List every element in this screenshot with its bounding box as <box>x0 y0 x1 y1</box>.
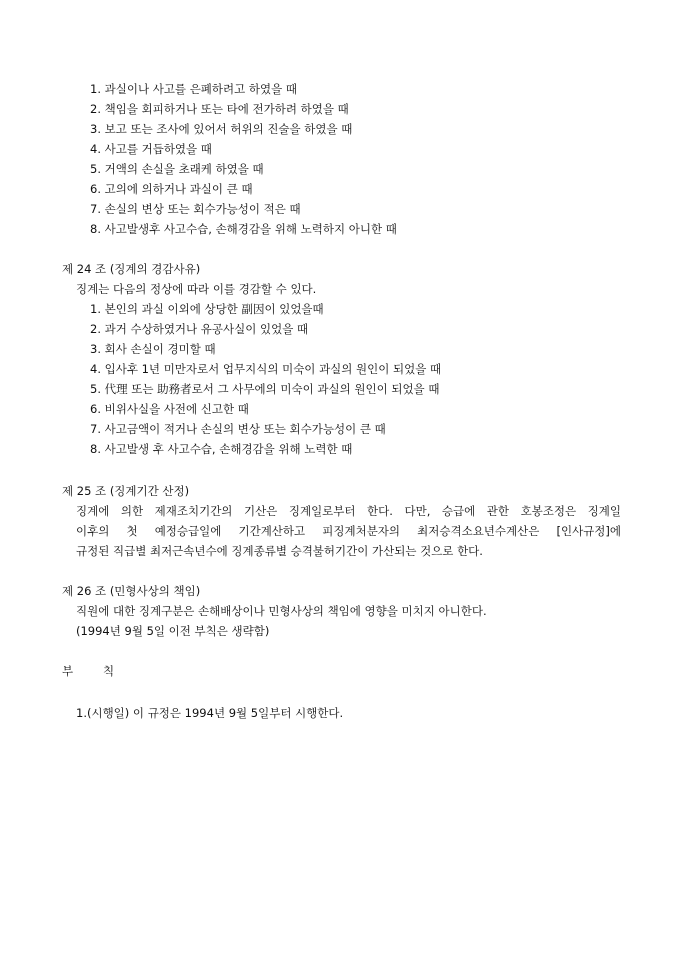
article-25-text-line: 징계에 의한 제재조치기간의 기산은 징계일로부터 한다. 다만, 승급에 관한 호봉조정은 징계일 <box>76 504 621 518</box>
list-item: 7. 사고금액이 적거나 손실의 변상 또는 회수가능성이 큰 때 <box>90 422 386 436</box>
list-item: 6. 비위사실을 사전에 신고한 때 <box>90 402 249 416</box>
list-item: 5. 거액의 손실을 초래케 하였을 때 <box>90 162 264 176</box>
supplement-heading-right: 칙 <box>103 664 115 678</box>
article-25-text-line: 이후의 첫 예정승급일에 기간계산하고 피징계처분자의 최저승격소요년수계산은 [인사규정]에 <box>76 524 621 538</box>
list-item: 5. 代理 또는 助務者로서 그 사무에의 미숙이 과실의 원인이 되었을 때 <box>90 382 440 396</box>
article-26-text: 직원에 대한 징계구분은 손해배상이나 민형사상의 책임에 영향을 미치지 아니한다. <box>76 604 487 618</box>
supplement-item: 1.(시행일) 이 규정은 1994년 9월 5일부터 시행한다. <box>76 706 344 720</box>
article-24-lead: 징계는 다음의 정상에 따라 이를 경감할 수 있다. <box>76 282 317 296</box>
list-item: 8. 사고발생 후 사고수습, 손해경감을 위해 노력한 때 <box>90 442 353 456</box>
list-item: 8. 사고발생후 사고수습, 손해경감을 위해 노력하지 아니한 때 <box>90 222 397 236</box>
article-24-heading: 제 24 조 (징계의 경감사유) <box>62 262 201 276</box>
article-25-text-line: 규정된 직급별 최저근속년수에 징계종류별 승격불허기간이 가산되는 것으로 한다. <box>76 544 483 558</box>
article-26-note: (1994년 9월 5일 이전 부칙은 생략함) <box>76 624 270 638</box>
list-item: 4. 입사후 1년 미만자로서 업무지식의 미숙이 과실의 원인이 되었을 때 <box>90 362 442 376</box>
list-item: 2. 과거 수상하였거나 유공사실이 있었을 때 <box>90 322 309 336</box>
list-item: 6. 고의에 의하거나 과실이 큰 때 <box>90 182 253 196</box>
list-item: 3. 회사 손실이 경미할 때 <box>90 342 216 356</box>
list-item: 3. 보고 또는 조사에 있어서 허위의 진술을 하였을 때 <box>90 122 353 136</box>
list-item: 4. 사고를 거듭하였을 때 <box>90 142 212 156</box>
list-item: 7. 손실의 변상 또는 회수가능성이 적은 때 <box>90 202 301 216</box>
list-item: 1. 본인의 과실 이외에 상당한 副因이 있었을때 <box>90 302 324 316</box>
supplement-heading-left: 부 <box>62 664 74 678</box>
list-item: 1. 과실이나 사고를 은폐하려고 하였을 때 <box>90 82 297 96</box>
article-25-heading: 제 25 조 (징계기간 산정) <box>62 484 190 498</box>
article-26-heading: 제 26 조 (민형사상의 책임) <box>62 584 201 598</box>
list-item: 2. 책임을 회피하거나 또는 타에 전가하려 하였을 때 <box>90 102 349 116</box>
